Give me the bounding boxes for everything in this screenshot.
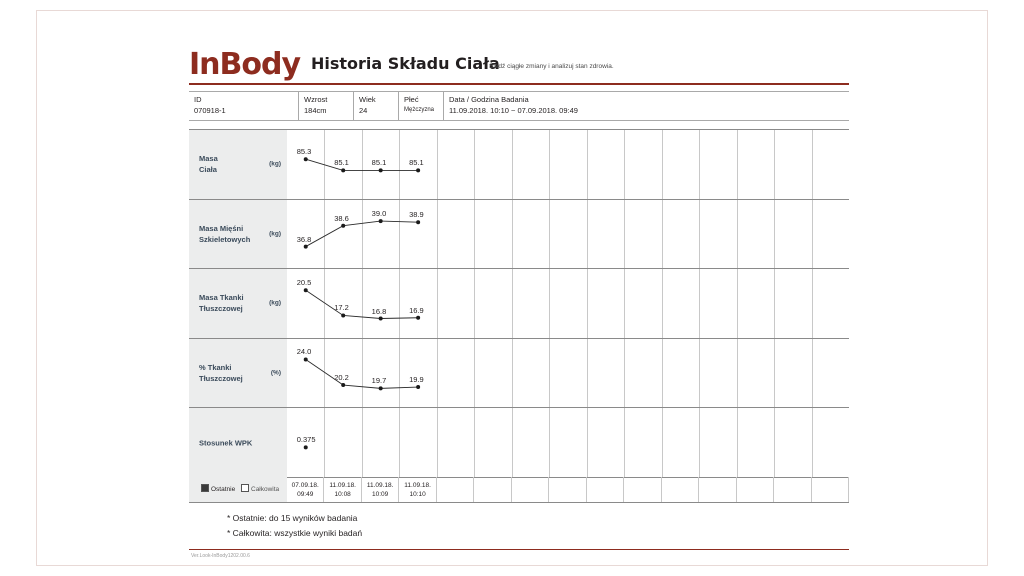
logo-body: Body bbox=[219, 47, 301, 82]
info-date-value: 11.09.2018. 10:10 ~ 07.09.2018. 09:49 bbox=[449, 106, 578, 115]
legend bbox=[189, 477, 287, 502]
data-point-label: 19.7 bbox=[371, 376, 387, 386]
series-unit: (kg) bbox=[269, 299, 281, 307]
series-label bbox=[189, 408, 287, 478]
data-point-label: 85.1 bbox=[409, 158, 424, 168]
note-total: * Całkowita: wszystkie wyniki badań bbox=[227, 528, 363, 538]
axis-tick bbox=[324, 477, 361, 502]
plot-area bbox=[287, 129, 849, 478]
info-age-value: 24 bbox=[359, 106, 368, 115]
info-sex-label: Płeć bbox=[404, 95, 419, 104]
axis-tick bbox=[699, 477, 736, 502]
series-label bbox=[189, 200, 287, 270]
legend-recent-label: Ostatnie bbox=[211, 486, 236, 493]
note-recent: * Ostatnie: do 15 wyników badania bbox=[227, 513, 358, 523]
axis-tick-date: 11.09.18. bbox=[366, 482, 394, 489]
checkbox-total-icon[interactable] bbox=[241, 484, 249, 492]
series-label bbox=[189, 339, 287, 409]
data-point-label: 39.0 bbox=[371, 209, 387, 219]
series-name: Stosunek WPK bbox=[199, 438, 253, 448]
inbody-logo bbox=[189, 47, 300, 82]
logo-in: In bbox=[189, 47, 220, 82]
footer-rule bbox=[189, 549, 849, 550]
data-point-label: 85.1 bbox=[371, 158, 387, 168]
series-label bbox=[189, 269, 287, 339]
subject-info-bar bbox=[189, 91, 849, 121]
info-age-label: Wiek bbox=[359, 95, 376, 104]
series-line bbox=[287, 130, 849, 478]
legend-total[interactable] bbox=[241, 484, 279, 493]
axis-tick bbox=[549, 477, 586, 502]
data-point-label: 85.1 bbox=[334, 158, 349, 168]
info-height bbox=[299, 92, 354, 120]
series-unit: (kg) bbox=[269, 160, 281, 168]
info-sex-value: Mężczyzna bbox=[404, 107, 435, 113]
data-point-label: 38.6 bbox=[334, 213, 349, 223]
axis-row bbox=[189, 477, 849, 503]
report-sheet bbox=[189, 41, 849, 559]
page-subtitle: Śledź ciągłe zmiany i analizuj stan zdrowia. bbox=[489, 63, 614, 70]
axis-tick bbox=[287, 477, 324, 502]
series-unit: (%) bbox=[270, 369, 281, 377]
axis-tick bbox=[362, 477, 399, 502]
axis-tick bbox=[474, 477, 511, 502]
axis-tick bbox=[774, 477, 811, 502]
axis-tick-time: 10:09 bbox=[372, 491, 389, 498]
report-page bbox=[36, 10, 988, 566]
info-age bbox=[354, 92, 399, 120]
legend-recent[interactable] bbox=[201, 484, 235, 493]
axis-tick-date: 11.09.18. bbox=[404, 482, 431, 489]
data-point-label: 0.375 bbox=[296, 435, 316, 445]
data-point bbox=[304, 445, 308, 449]
info-id-label: ID bbox=[194, 95, 202, 104]
series-unit: (kg) bbox=[269, 230, 281, 238]
series-name: Masa Mięśni Szkieletowych bbox=[199, 223, 251, 244]
axis-tick-time: 09:49 bbox=[297, 491, 314, 498]
notes bbox=[227, 511, 362, 541]
info-height-value: 184cm bbox=[304, 106, 327, 115]
series-label bbox=[189, 130, 287, 200]
axis-tick bbox=[512, 477, 549, 502]
page-title: Historia Składu Ciała bbox=[311, 54, 500, 73]
series-name: Masa Tkanki Tłuszczowej bbox=[199, 293, 244, 314]
data-point-label: 16.8 bbox=[371, 306, 387, 316]
data-point-label: 85.3 bbox=[296, 147, 312, 157]
axis-tick bbox=[437, 477, 474, 502]
data-point-label: 36.8 bbox=[296, 234, 312, 244]
data-point-label: 16.9 bbox=[409, 305, 424, 315]
info-date-label: Data / Godzina Badania bbox=[449, 95, 529, 104]
series-name: % Tkanki Tłuszczowej bbox=[199, 363, 243, 384]
info-id bbox=[189, 92, 299, 120]
report-header bbox=[189, 41, 849, 85]
axis-tick-date: 07.09.18. bbox=[291, 482, 319, 489]
history-chart bbox=[189, 129, 849, 477]
axis-tick bbox=[624, 477, 661, 502]
data-point-label: 19.9 bbox=[409, 375, 424, 385]
data-point-label: 24.0 bbox=[296, 347, 312, 357]
axis-tick-cells bbox=[287, 477, 849, 502]
series-label-column bbox=[189, 129, 287, 478]
axis-tick-time: 10:08 bbox=[334, 491, 351, 498]
data-point-label: 20.5 bbox=[296, 278, 312, 288]
version-text: Ver.Look-InBody1202.00.6 bbox=[191, 553, 250, 559]
data-point-label: 38.9 bbox=[409, 210, 424, 220]
header-rule bbox=[189, 83, 849, 85]
legend-total-label: Całkowita bbox=[251, 486, 280, 493]
series-name: Masa Ciała bbox=[199, 154, 218, 175]
axis-tick-date: 11.09.18. bbox=[329, 482, 356, 489]
data-point-label: 17.2 bbox=[334, 303, 349, 313]
data-point-label: 20.2 bbox=[334, 373, 349, 383]
axis-tick bbox=[587, 477, 624, 502]
info-date bbox=[444, 92, 849, 120]
axis-tick bbox=[812, 477, 849, 502]
info-height-label: Wzrost bbox=[304, 95, 328, 104]
info-sex bbox=[399, 92, 444, 120]
axis-tick bbox=[662, 477, 699, 502]
checkbox-recent-icon[interactable] bbox=[201, 484, 209, 492]
axis-tick bbox=[737, 477, 774, 502]
axis-tick-time: 10:10 bbox=[409, 491, 426, 498]
info-id-value: 070918-1 bbox=[194, 106, 226, 115]
axis-tick bbox=[399, 477, 436, 502]
